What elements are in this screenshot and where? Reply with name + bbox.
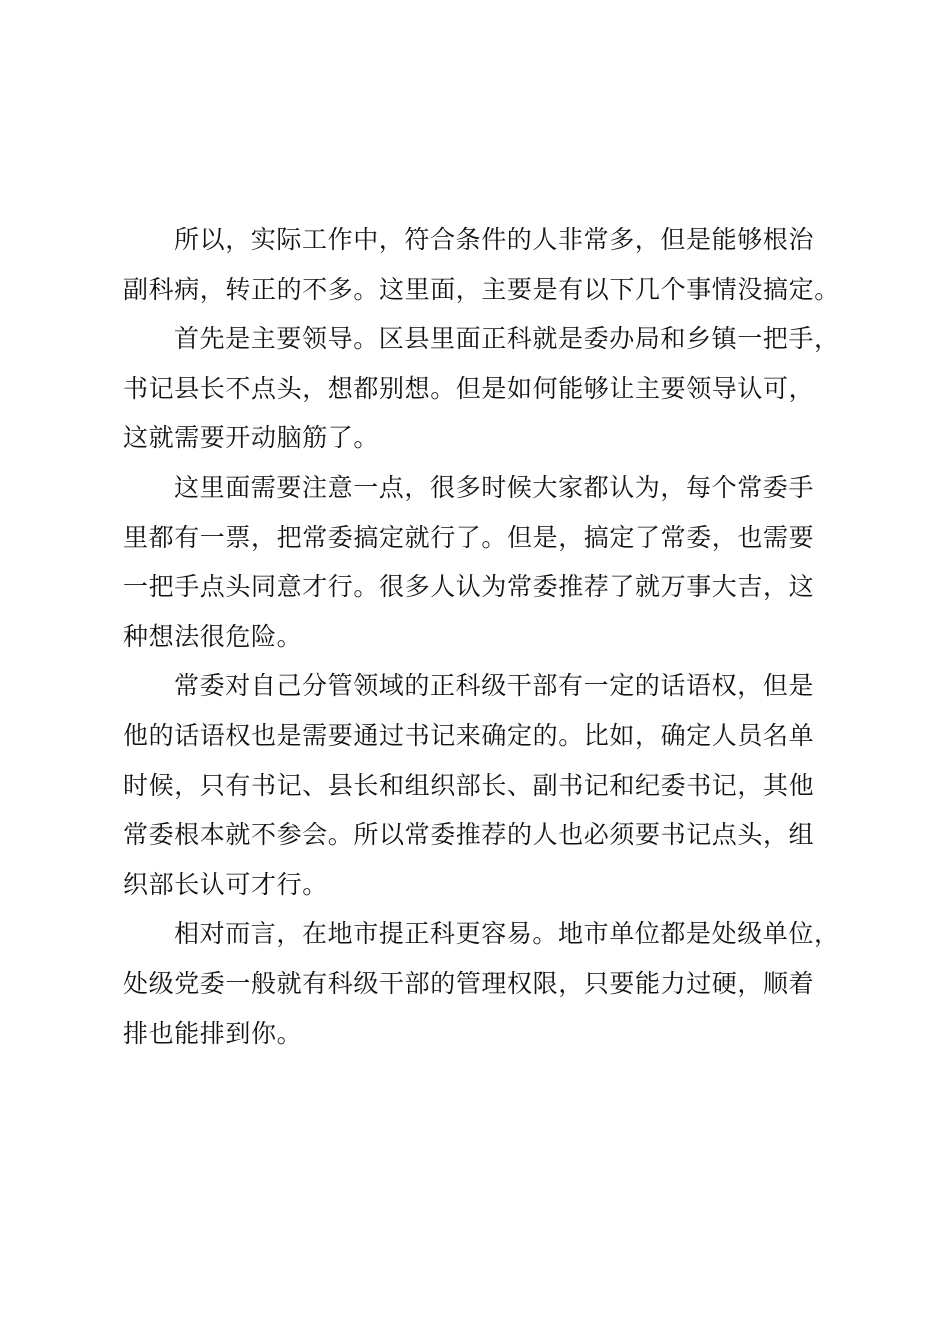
paragraph-line: 这里面需要注意一点，很多时候大家都认为，每个常委手 xyxy=(174,472,815,502)
paragraph-2 xyxy=(123,314,843,463)
paragraph-line: 书记县长不点头，想都别想。但是如何能够让主要领导认可， xyxy=(123,373,815,403)
paragraph-line: 所以，实际工作中，符合条件的人非常多，但是能够根治 xyxy=(174,225,815,254)
paragraph-3 xyxy=(123,463,843,661)
paragraph-1 xyxy=(123,215,843,314)
paragraph-line: 排也能排到你。 xyxy=(123,1018,303,1048)
paragraph-line: 相对而言，在地市提正科更容易。地市单位都是处级单位， xyxy=(174,919,840,949)
paragraph-line: 他的话语权也是需要通过书记来确定的。比如，确定人员名单 xyxy=(123,720,815,750)
paragraph-line: 处级党委一般就有科级干部的管理权限，只要能力过硬，顺着 xyxy=(123,968,815,998)
paragraph-line: 里都有一票，把常委搞定就行了。但是，搞定了常委，也需要 xyxy=(123,522,815,552)
paragraph-line: 种想法很危险。 xyxy=(123,621,303,651)
paragraph-line: 常委对自己分管领域的正科级干部有一定的话语权，但是 xyxy=(174,671,815,701)
paragraph-line: 一把手点头同意才行。很多人认为常委推荐了就万事大吉，这 xyxy=(123,572,815,602)
paragraph-4 xyxy=(123,661,843,909)
paragraph-line: 这就需要开动脑筋了。 xyxy=(123,423,380,453)
paragraph-line: 首先是主要领导。区县里面正科就是委办局和乡镇一把手， xyxy=(174,324,840,354)
paragraph-5 xyxy=(123,909,843,1058)
paragraph-line: 副科病，转正的不多。这里面，主要是有以下几个事情没搞定。 xyxy=(123,274,840,304)
document-body xyxy=(123,215,843,1058)
paragraph-line: 时候，只有书记、县长和组织部长、副书记和纪委书记，其他 xyxy=(123,770,815,800)
paragraph-line: 常委根本就不参会。所以常委推荐的人也必须要书记点头，组 xyxy=(123,820,815,850)
paragraph-line: 织部长认可才行。 xyxy=(123,869,328,899)
